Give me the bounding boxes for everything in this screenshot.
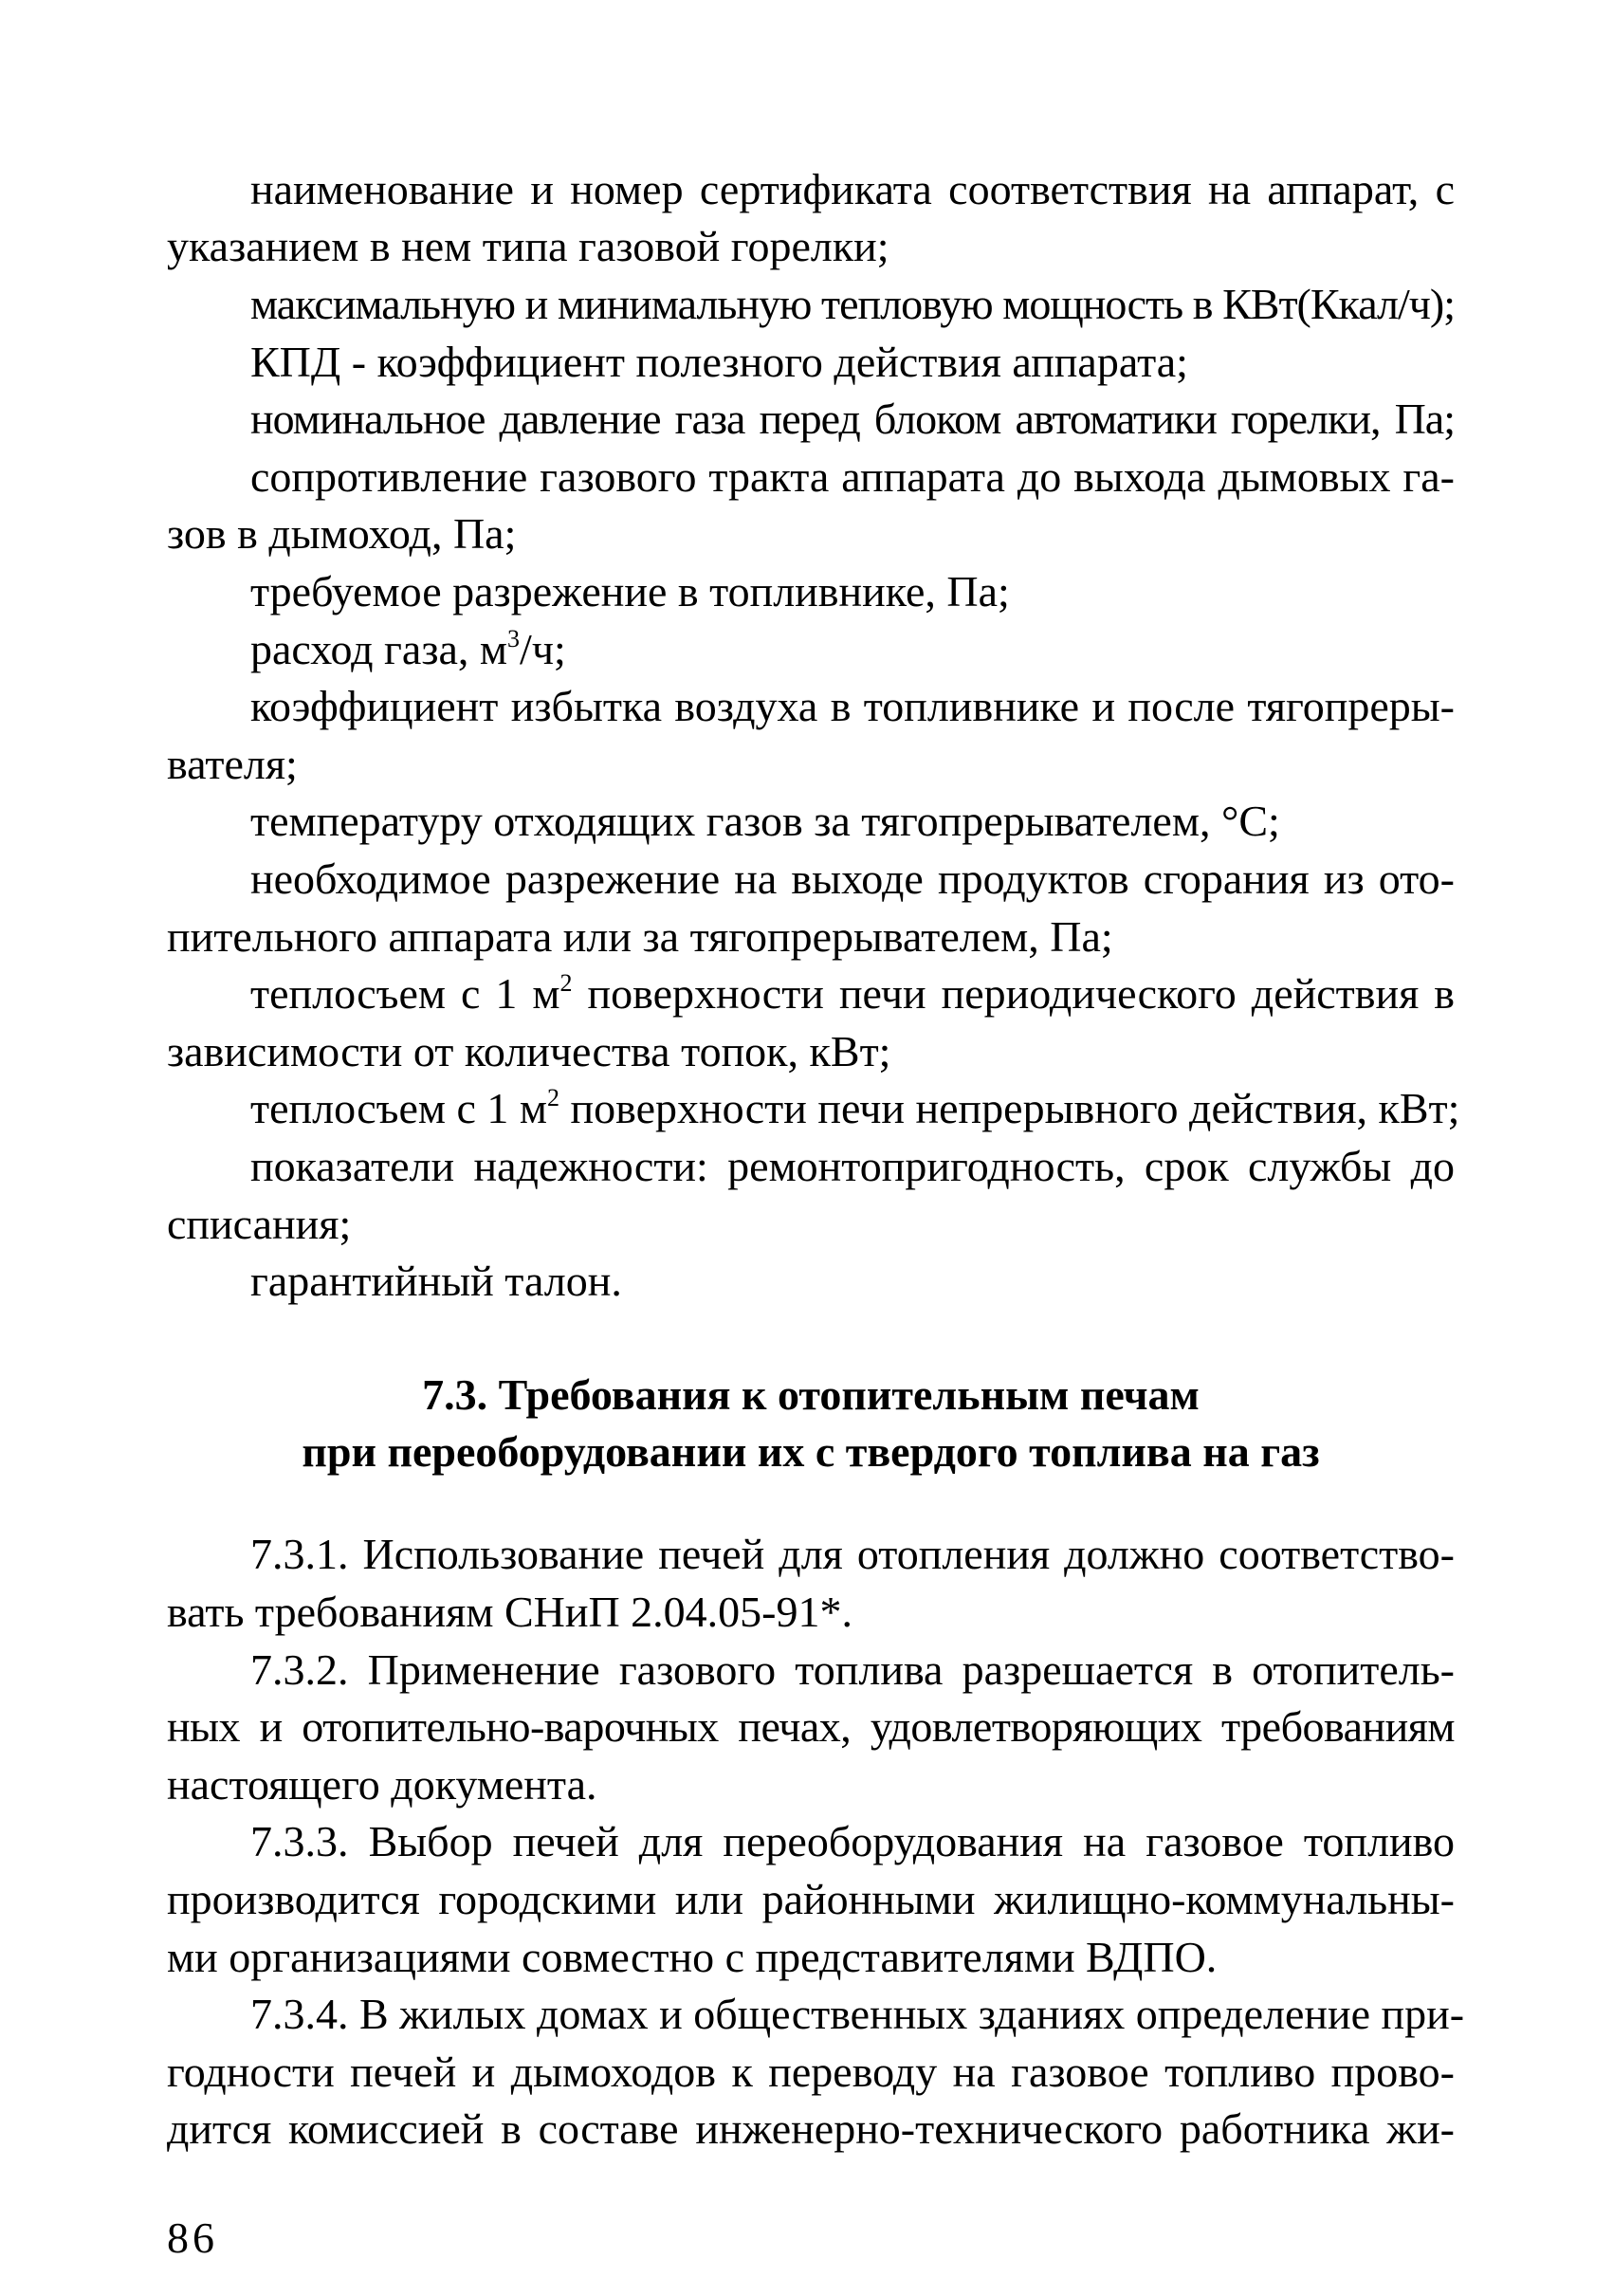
text-run: /ч; xyxy=(520,625,566,673)
superscript: 2 xyxy=(547,1083,559,1111)
text-run: поверхности печи непрерывного действия, кВт; xyxy=(559,1084,1460,1132)
text-run: расход газа, м xyxy=(250,625,508,673)
list-item-line: пительного аппарата или за тягопрерывателем, Па; xyxy=(167,912,1113,961)
list-item-line xyxy=(250,967,1455,1020)
list-item-line xyxy=(250,1082,1460,1135)
list-item-line: списания; xyxy=(167,1200,352,1248)
paragraph-line: дится комиссией в составе инженерно-технического работника жи- xyxy=(167,2104,1455,2153)
paragraph-line: настоящего документа. xyxy=(167,1760,597,1809)
text-run: теплосъем с 1 м xyxy=(250,1084,547,1132)
list-item-line: показатели надежности: ремонтопригодность, срок службы до xyxy=(250,1142,1455,1190)
section-heading: при переоборудовании их с твердого топлива на газ xyxy=(302,1427,1320,1476)
text-run: теплосъем с 1 м xyxy=(250,969,560,1018)
paragraph-line: 7.3.2. Применение газового топлива разрешается в отопитель- xyxy=(250,1645,1455,1694)
list-item-line: температуру отходящих газов за тягопрерывателем, °С; xyxy=(250,797,1280,845)
paragraph-line: вать требованиям СНиП 2.04.05-91*. xyxy=(167,1588,852,1636)
paragraph-line: 7.3.3. Выбор печей для переоборудования на газовое топливо xyxy=(250,1817,1455,1865)
list-item-line: наименование и номер сертификата соответствия на аппарат, с xyxy=(250,165,1455,213)
superscript: 2 xyxy=(559,968,573,997)
list-item-line xyxy=(250,623,566,676)
list-item-line: КПД - коэффициент полезного действия аппарата; xyxy=(250,338,1188,386)
page-number: 86 xyxy=(167,2213,218,2262)
paragraph-line: 7.3.4. В жилых домах и общественных зданиях определение при- xyxy=(250,1990,1465,2038)
paragraph-line: ных и отопительно-варочных печах, удовлетворяющих требованиям xyxy=(167,1702,1455,1751)
paragraph-line: производится городскими или районными жилищно-коммунальны- xyxy=(167,1875,1455,1923)
list-item-line: гарантийный талон. xyxy=(250,1257,622,1305)
list-item-line: вателя; xyxy=(167,740,298,788)
paragraph-line: годности печей и дымоходов к переводу на газовое топливо прово- xyxy=(167,2048,1455,2096)
list-item-line: сопротивление газового тракта аппарата до выхода дымовых га- xyxy=(250,452,1455,501)
superscript: 3 xyxy=(507,624,521,652)
list-item-line: зов в дымоход, Па; xyxy=(167,509,517,558)
text-run: поверхности печи периодического действия в xyxy=(572,969,1455,1018)
paragraph-line: 7.3.1. Использование печей для отопления должно соответство- xyxy=(250,1530,1455,1578)
list-item-line: необходимое разрежение на выходе продуктов сгорания из ото- xyxy=(250,854,1455,903)
list-item-line: требуемое разрежение в топливнике, Па; xyxy=(250,567,1010,615)
list-item-line: указанием в нем типа газовой горелки; xyxy=(167,222,889,270)
list-item-line: номинальное давление газа перед блоком автоматики горелки, Па; xyxy=(250,395,1455,443)
paragraph-line: ми организациями совместно с представителями ВДПО. xyxy=(167,1933,1218,1981)
list-item-line: зависимости от количества топок, кВт; xyxy=(167,1027,891,1075)
list-item-line: максимальную и минимальную тепловую мощность в КВт(Ккал/ч); xyxy=(250,280,1455,328)
list-item-line: коэффициент избытка воздуха в топливнике и после тягопреры- xyxy=(250,682,1455,730)
section-heading: 7.3. Требования к отопительным печам xyxy=(422,1370,1200,1419)
